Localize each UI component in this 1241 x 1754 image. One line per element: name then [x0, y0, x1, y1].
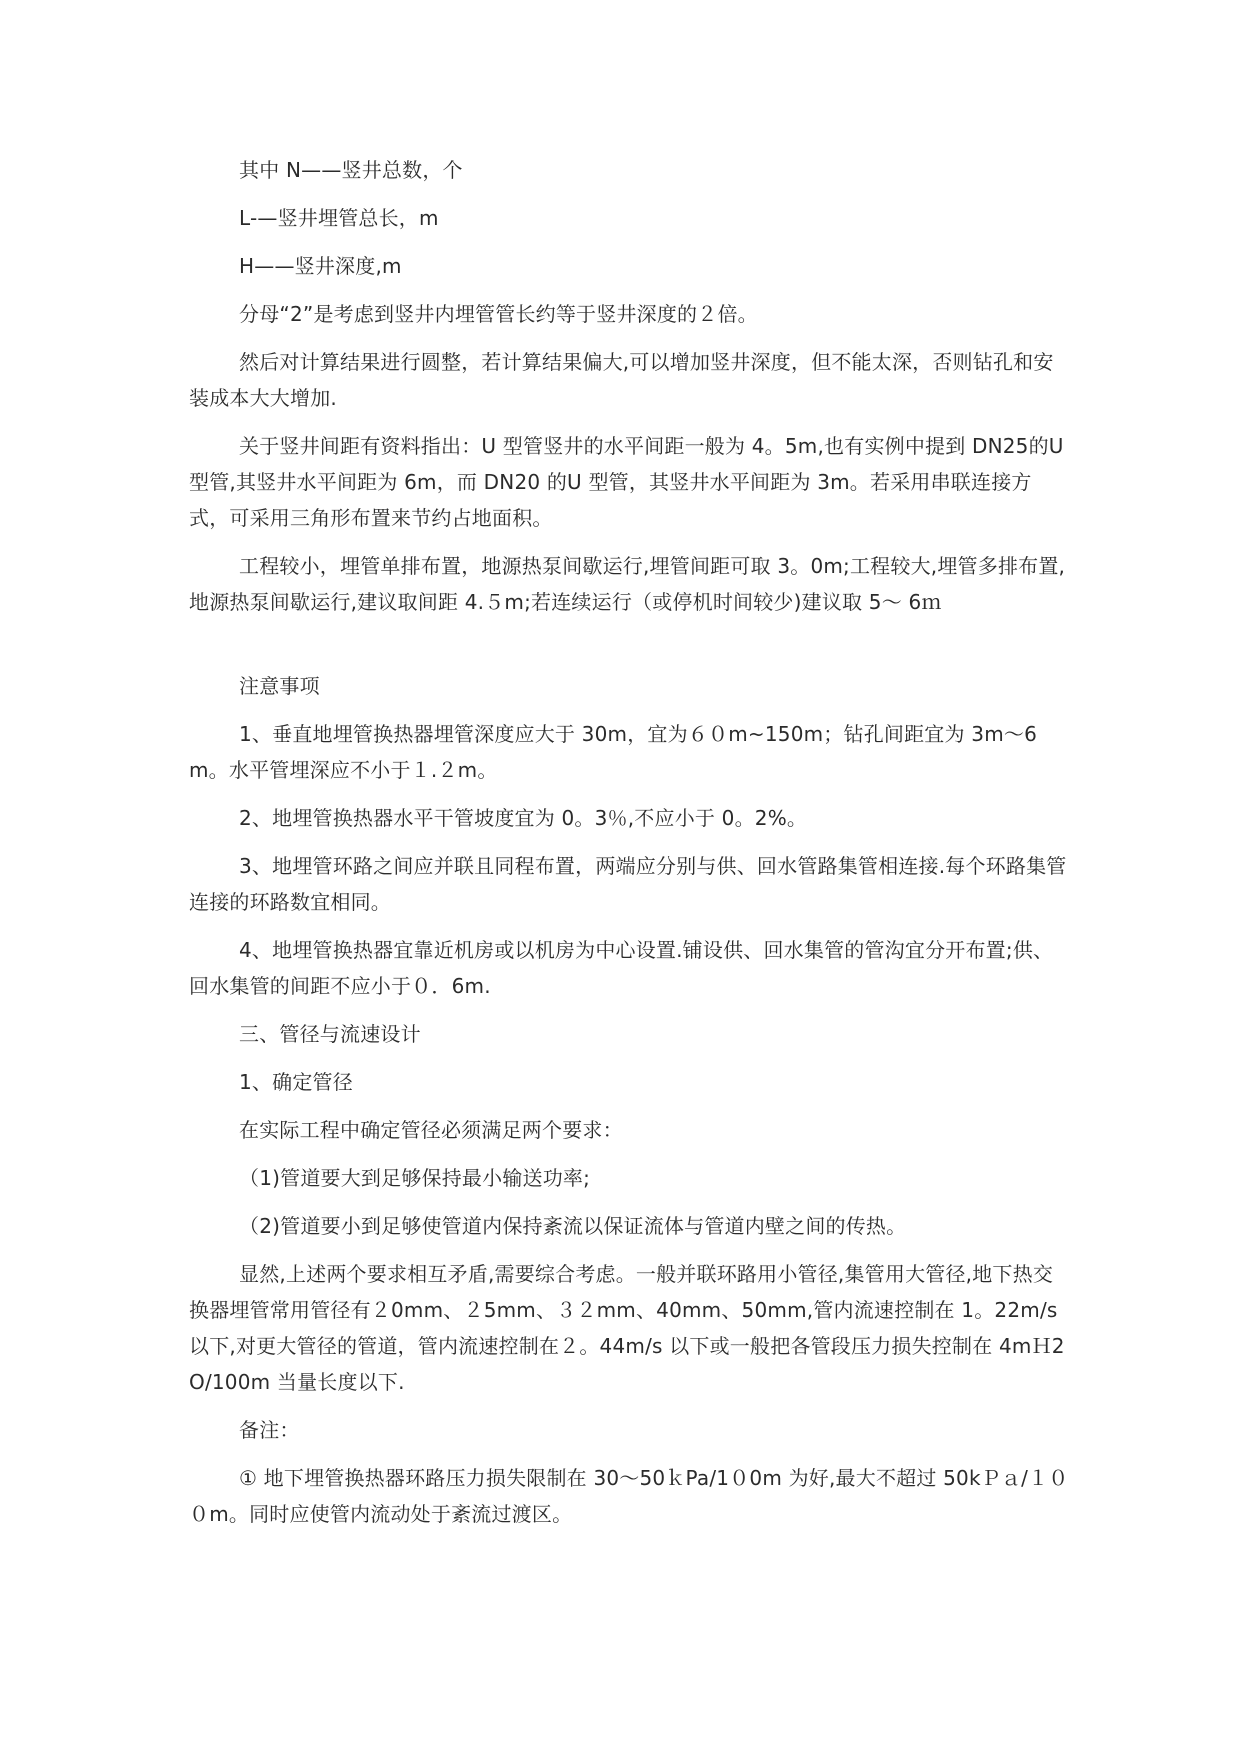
section-heading-pipe-design: 三、管径与流速设计 — [239, 1022, 421, 1046]
remark-item-1: ① 地下埋管换热器环路压力损失限制在 30～50ｋPa/1０0m 为好,最大不超过 50kＰａ/１００m。同时应使管内流动处于紊流过渡区。 — [189, 1466, 1069, 1526]
note-item-3: 3、地埋管环路之间应并联且同程布置，两端应分别与供、回水管路集管相连接.每个环路集管连接的环路数宜相同。 — [189, 854, 1067, 914]
paragraph-diameter-velocity: 显然,上述两个要求相互矛盾,需要综合考虑。一般并联环路用小管径,集管用大管径,地下热交换器埋管常用管径有２0mm、２5mm、３２mm、40mm、50mm,管内流速控制在 1。22m/s 以下,对更大管径的管道，管内流速控制在２。44m/s 以下或一般把各管段压力损失控制在 4mＨ2O/100m 当量长度以下. — [189, 1262, 1065, 1394]
subheading-determine-diameter: 1、确定管径 — [239, 1070, 353, 1094]
section-heading-notes: 注意事项 — [239, 674, 320, 698]
note-item-2: 2、地埋管换热器水平干管坡度宜为 0。3％,不应小于 0。2%。 — [239, 806, 808, 830]
requirement-item-2: （2)管道要小到足够使管道内保持紊流以保证流体与管道内壁之间的传热。 — [239, 1214, 907, 1238]
note-item-4: 4、地埋管换热器宜靠近机房或以机房为中心设置.铺设供、回水集管的管沟宜分开布置;供、回水集管的间距不应小于０．6m. — [189, 938, 1054, 998]
paragraph-requirements-intro: 在实际工程中确定管径必须满足两个要求： — [239, 1118, 623, 1142]
paragraph-denominator-note: 分母“2”是考虑到竖井内埋管管长约等于竖井深度的２倍。 — [239, 302, 758, 326]
paragraph-rounding: 然后对计算结果进行圆整，若计算结果偏大,可以增加竖井深度，但不能太深，否则钻孔和安装成本大大增加. — [189, 350, 1054, 410]
document-body — [189, 152, 1069, 1544]
paragraph-well-spacing: 关于竖井间距有资料指出：U 型管竖井的水平间距一般为 4。5m,也有实例中提到 DN25的U 型管,其竖井水平间距为 6m，而 DN20 的U 型管，其竖井水平间距为 3m。若采用串联连接方式，可采用三角形布置来节约占地面积。 — [189, 434, 1064, 530]
paragraph-pipe-spacing: 工程较小，埋管单排布置，地源热泵间歇运行,埋管间距可取 3。0m;工程较大,埋管多排布置,地源热泵间歇运行,建议取间距 4.５m;若连续运行（或停机时间较少)建议取 5～ 6ｍ — [189, 554, 1066, 614]
paragraph-variable-h: H——竖井深度,m — [239, 254, 402, 278]
requirement-item-1: （1)管道要大到足够保持最小输送功率; — [239, 1166, 591, 1190]
paragraph-variable-n: 其中 N——竖井总数，个 — [239, 158, 463, 182]
note-item-1: 1、垂直地埋管换热器埋管深度应大于 30m，宜为６０m~150m；钻孔间距宜为 3m～6m。水平管埋深应不小于１.２m。 — [189, 722, 1037, 782]
remarks-heading: 备注： — [239, 1418, 300, 1442]
paragraph-variable-l: L-—竖井埋管总长，m — [239, 206, 439, 230]
blank-line — [189, 632, 1069, 668]
